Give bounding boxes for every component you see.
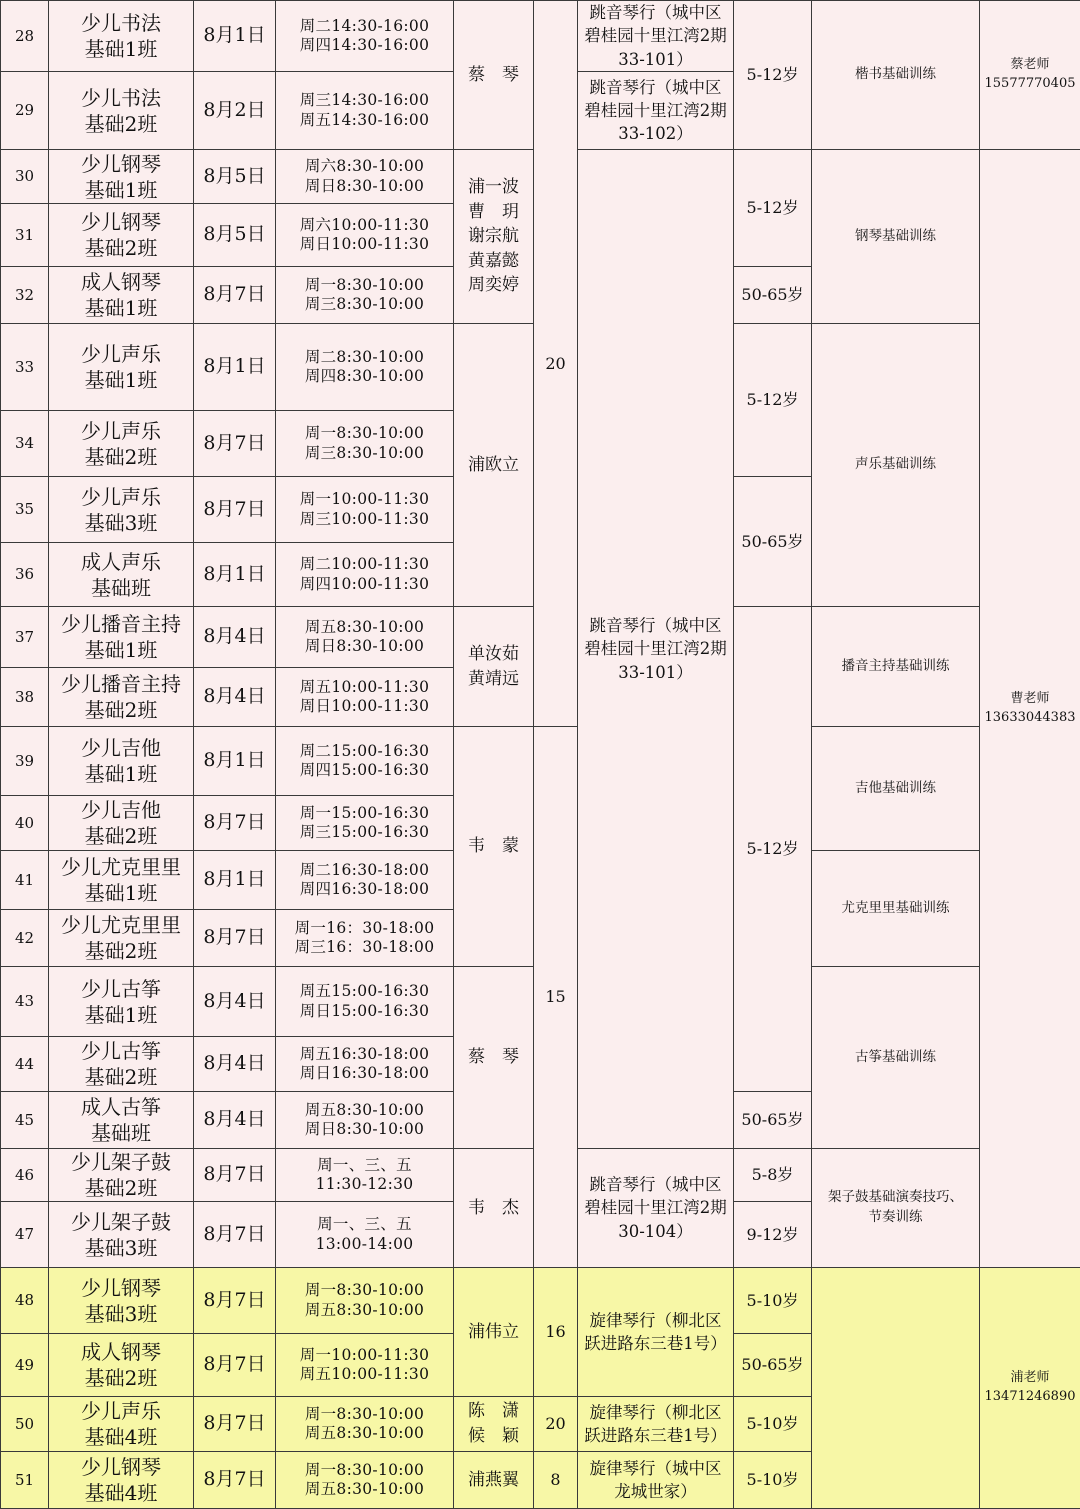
student-count: 8	[534, 1452, 578, 1509]
class-name: 少儿书法 基础2班	[49, 72, 194, 150]
start-date: 8月7日	[194, 477, 276, 543]
row-number: 38	[1, 668, 49, 727]
start-date: 8月7日	[194, 1334, 276, 1397]
student-count: 15	[534, 727, 578, 1268]
row-number: 35	[1, 477, 49, 543]
start-date: 8月1日	[194, 1, 276, 72]
teacher-cell: 浦燕翼	[454, 1452, 534, 1509]
start-date: 8月7日	[194, 1149, 276, 1202]
teacher-cell: 韦 蒙	[454, 727, 534, 967]
row-number: 33	[1, 324, 49, 411]
age-range: 9-12岁	[734, 1202, 812, 1268]
class-name: 少儿声乐 基础4班	[49, 1397, 194, 1452]
student-count: 16	[534, 1268, 578, 1397]
row-number: 30	[1, 150, 49, 204]
class-time: 周五8:30-10:00 周日8:30-10:00	[276, 607, 454, 668]
start-date: 8月4日	[194, 668, 276, 727]
row-number: 34	[1, 411, 49, 477]
teacher-cell: 浦一波 曹 玥 谢宗航 黄嘉懿 周奕婷	[454, 150, 534, 324]
class-time: 周一8:30-10:00 周五8:30-10:00	[276, 1268, 454, 1334]
location-cell: 跳音琴行（城中区 碧桂园十里江湾2期 30-104）	[578, 1149, 734, 1268]
row-number: 50	[1, 1397, 49, 1452]
class-name: 少儿钢琴 基础1班	[49, 150, 194, 204]
age-range: 50-65岁	[734, 1092, 812, 1149]
start-date: 8月7日	[194, 1202, 276, 1268]
row-number: 51	[1, 1452, 49, 1509]
row-number: 31	[1, 204, 49, 267]
row-number: 45	[1, 1092, 49, 1149]
age-range: 50-65岁	[734, 267, 812, 324]
class-time: 周五8:30-10:00 周日8:30-10:00	[276, 1092, 454, 1149]
class-name: 成人古筝 基础班	[49, 1092, 194, 1149]
table-row	[1, 1268, 1080, 1334]
class-name: 少儿吉他 基础1班	[49, 727, 194, 796]
age-range: 5-8岁	[734, 1149, 812, 1202]
class-name: 少儿声乐 基础1班	[49, 324, 194, 411]
start-date: 8月7日	[194, 1268, 276, 1334]
course-content: 架子鼓基础演奏技巧、 节奏训练	[812, 1149, 980, 1268]
age-range: 5-10岁	[734, 1397, 812, 1452]
class-time: 周六10:00-11:30 周日10:00-11:30	[276, 204, 454, 267]
table-row	[1, 1, 1080, 72]
class-name: 少儿古筝 基础1班	[49, 967, 194, 1037]
teacher-cell: 陈 潇 候 颖	[454, 1397, 534, 1452]
class-time: 周一、三、五 11:30-12:30	[276, 1149, 454, 1202]
row-number: 37	[1, 607, 49, 668]
class-name: 成人钢琴 基础1班	[49, 267, 194, 324]
student-count: 20	[534, 1, 578, 727]
row-number: 43	[1, 967, 49, 1037]
class-name: 少儿播音主持 基础2班	[49, 668, 194, 727]
age-range: 50-65岁	[734, 1334, 812, 1397]
course-content: 吉他基础训练	[812, 727, 980, 851]
age-range: 5-12岁	[734, 607, 812, 1092]
course-content	[812, 1268, 980, 1509]
start-date: 8月7日	[194, 1452, 276, 1509]
start-date: 8月5日	[194, 204, 276, 267]
course-content: 声乐基础训练	[812, 324, 980, 607]
row-number: 39	[1, 727, 49, 796]
class-time: 周二10:00-11:30 周四10:00-11:30	[276, 543, 454, 607]
start-date: 8月4日	[194, 1037, 276, 1092]
start-date: 8月7日	[194, 411, 276, 477]
class-name: 少儿声乐 基础2班	[49, 411, 194, 477]
row-number: 47	[1, 1202, 49, 1268]
course-content: 播音主持基础训练	[812, 607, 980, 727]
class-name: 少儿书法 基础1班	[49, 1, 194, 72]
start-date: 8月7日	[194, 910, 276, 967]
row-number: 28	[1, 1, 49, 72]
row-number: 46	[1, 1149, 49, 1202]
teacher-cell: 浦伟立	[454, 1268, 534, 1397]
class-time: 周一10:00-11:30 周五10:00-11:30	[276, 1334, 454, 1397]
start-date: 8月4日	[194, 607, 276, 668]
start-date: 8月1日	[194, 324, 276, 411]
row-number: 32	[1, 267, 49, 324]
age-range: 50-65岁	[734, 477, 812, 607]
class-time: 周五15:00-16:30 周日15:00-16:30	[276, 967, 454, 1037]
class-name: 少儿声乐 基础3班	[49, 477, 194, 543]
course-content: 古筝基础训练	[812, 967, 980, 1149]
class-time: 周三14:30-16:00 周五14:30-16:00	[276, 72, 454, 150]
class-time: 周五10:00-11:30 周日10:00-11:30	[276, 668, 454, 727]
class-name: 少儿架子鼓 基础3班	[49, 1202, 194, 1268]
row-number: 49	[1, 1334, 49, 1397]
contact-cell: 曹老师 13633044383	[980, 150, 1080, 1268]
course-content: 尤克里里基础训练	[812, 851, 980, 967]
age-range: 5-12岁	[734, 324, 812, 477]
class-time: 周二16:30-18:00 周四16:30-18:00	[276, 851, 454, 910]
class-time: 周一、三、五 13:00-14:00	[276, 1202, 454, 1268]
class-time: 周二14:30-16:00 周四14:30-16:00	[276, 1, 454, 72]
class-name: 少儿吉他 基础2班	[49, 796, 194, 851]
start-date: 8月1日	[194, 727, 276, 796]
class-time: 周一8:30-10:00 周五8:30-10:00	[276, 1397, 454, 1452]
start-date: 8月7日	[194, 796, 276, 851]
class-time: 周六8:30-10:00 周日8:30-10:00	[276, 150, 454, 204]
contact-cell: 浦老师 13471246890	[980, 1268, 1080, 1509]
class-name: 少儿播音主持 基础1班	[49, 607, 194, 668]
location-cell: 跳音琴行（城中区 碧桂园十里江湾2期 33-102）	[578, 72, 734, 150]
row-number: 41	[1, 851, 49, 910]
teacher-cell: 单汝茹 黄靖远	[454, 607, 534, 727]
teacher-cell: 蔡 琴	[454, 967, 534, 1149]
start-date: 8月5日	[194, 150, 276, 204]
class-time: 周一8:30-10:00 周三8:30-10:00	[276, 411, 454, 477]
class-name: 成人钢琴 基础2班	[49, 1334, 194, 1397]
age-range: 5-10岁	[734, 1452, 812, 1509]
class-time: 周五16:30-18:00 周日16:30-18:00	[276, 1037, 454, 1092]
class-time: 周二8:30-10:00 周四8:30-10:00	[276, 324, 454, 411]
teacher-cell: 蔡 琴	[454, 1, 534, 150]
row-number: 40	[1, 796, 49, 851]
class-name: 少儿古筝 基础2班	[49, 1037, 194, 1092]
start-date: 8月4日	[194, 1092, 276, 1149]
row-number: 44	[1, 1037, 49, 1092]
age-range: 5-12岁	[734, 1, 812, 150]
class-name: 少儿钢琴 基础2班	[49, 204, 194, 267]
class-time: 周二15:00-16:30 周四15:00-16:30	[276, 727, 454, 796]
class-name: 少儿尤克里里 基础1班	[49, 851, 194, 910]
location-cell: 跳音琴行（城中区 碧桂园十里江湾2期 33-101）	[578, 1, 734, 72]
course-content: 楷书基础训练	[812, 1, 980, 150]
location-cell: 旋律琴行（城中区 龙城世家）	[578, 1452, 734, 1509]
location-cell: 跳音琴行（城中区 碧桂园十里江湾2期 33-101）	[578, 150, 734, 1149]
class-name: 少儿尤克里里 基础2班	[49, 910, 194, 967]
row-number: 29	[1, 72, 49, 150]
start-date: 8月1日	[194, 543, 276, 607]
class-time: 周一16：30-18:00 周三16：30-18:00	[276, 910, 454, 967]
class-time: 周一15:00-16:30 周三15:00-16:30	[276, 796, 454, 851]
class-time: 周一10:00-11:30 周三10:00-11:30	[276, 477, 454, 543]
teacher-cell: 韦 杰	[454, 1149, 534, 1268]
age-range: 5-10岁	[734, 1268, 812, 1334]
class-name: 成人声乐 基础班	[49, 543, 194, 607]
start-date: 8月4日	[194, 967, 276, 1037]
location-cell: 旋律琴行（柳北区 跃进路东三巷1号）	[578, 1397, 734, 1452]
row-number: 36	[1, 543, 49, 607]
location-cell: 旋律琴行（柳北区 跃进路东三巷1号）	[578, 1268, 734, 1397]
start-date: 8月1日	[194, 851, 276, 910]
class-name: 少儿钢琴 基础4班	[49, 1452, 194, 1509]
student-count: 20	[534, 1397, 578, 1452]
course-content: 钢琴基础训练	[812, 150, 980, 324]
start-date: 8月2日	[194, 72, 276, 150]
table-row	[1, 727, 1080, 796]
row-number: 48	[1, 1268, 49, 1334]
contact-cell: 蔡老师 15577770405	[980, 1, 1080, 150]
teacher-cell: 浦欧立	[454, 324, 534, 607]
class-name: 少儿钢琴 基础3班	[49, 1268, 194, 1334]
class-time: 周一8:30-10:00 周五8:30-10:00	[276, 1452, 454, 1509]
start-date: 8月7日	[194, 1397, 276, 1452]
start-date: 8月7日	[194, 267, 276, 324]
row-number: 42	[1, 910, 49, 967]
class-time: 周一8:30-10:00 周三8:30-10:00	[276, 267, 454, 324]
class-name: 少儿架子鼓 基础2班	[49, 1149, 194, 1202]
age-range: 5-12岁	[734, 150, 812, 267]
